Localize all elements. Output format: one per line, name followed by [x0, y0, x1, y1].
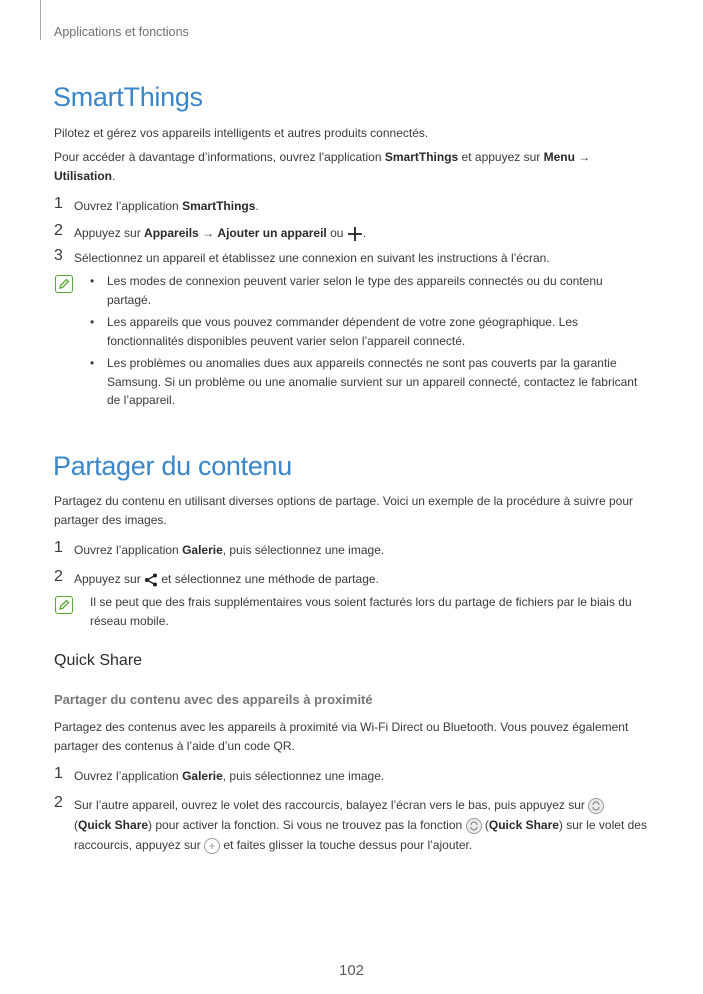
page-number: 102 — [338, 962, 365, 979]
share-intro: Partagez du contenu en utilisant diverses options de partage. Voici un exemple de la procédure à suivre pour partager des images. — [54, 494, 634, 527]
note-icon — [55, 275, 73, 293]
add-circle-icon — [204, 838, 220, 854]
quickshare-intro: Partagez des contenus avec les appareils à proximité via Wi-Fi Direct ou Bluetooth. Vous pouvez également partager des contenus à l’aide d’un code QR. — [54, 720, 629, 753]
quick-share-icon — [588, 798, 604, 814]
smartthings-intro: Pilotez et gérez vos appareils intelligents et autres produits connectés. — [54, 126, 429, 140]
note-icon — [55, 596, 73, 614]
section-header: Applications et fonctions — [54, 25, 189, 39]
share-icon — [144, 573, 158, 587]
quick-share-icon — [466, 818, 482, 834]
margin-line — [40, 0, 41, 40]
plus-icon — [347, 226, 363, 242]
quickshare-subtitle: Partager du contenu avec des appareils à proximité — [54, 692, 373, 707]
quickshare-title: Quick Share — [54, 652, 143, 669]
smartthings-more-info: Pour accéder à davantage d’informations, ouvrez l’application SmartThings et appuyez sur Menu → Utilisation. — [54, 150, 591, 183]
smartthings-title: SmartThings — [53, 82, 203, 112]
share-title: Partager du contenu — [53, 451, 292, 481]
